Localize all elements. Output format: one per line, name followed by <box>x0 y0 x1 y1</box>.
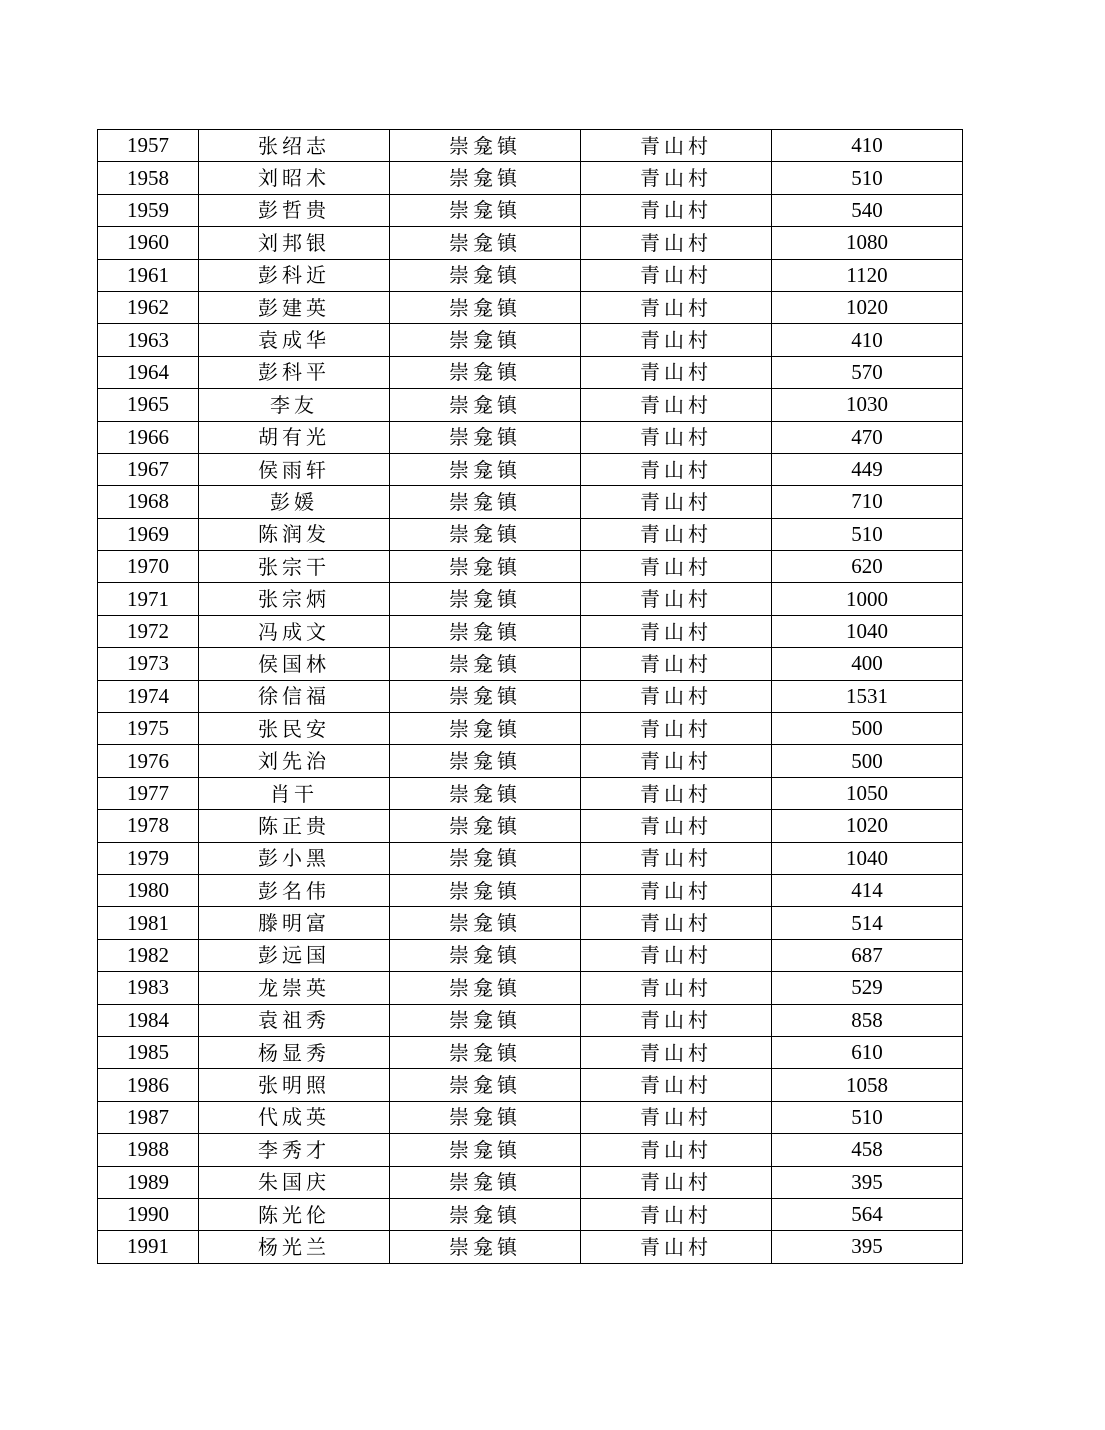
cell-id: 1965 <box>98 389 199 421</box>
table-row <box>98 1069 963 1101</box>
cell-village: 青山村 <box>581 745 772 777</box>
cell-town: 崇龛镇 <box>390 745 581 777</box>
cell-town: 崇龛镇 <box>390 615 581 647</box>
cell-id: 1964 <box>98 356 199 388</box>
cell-name: 刘先治 <box>199 745 390 777</box>
data-table <box>97 129 963 1264</box>
cell-name: 张宗干 <box>199 551 390 583</box>
cell-village: 青山村 <box>581 389 772 421</box>
cell-name: 彭科平 <box>199 356 390 388</box>
cell-village: 青山村 <box>581 486 772 518</box>
cell-amount: 1531 <box>772 680 963 712</box>
cell-town: 崇龛镇 <box>390 551 581 583</box>
cell-amount: 620 <box>772 551 963 583</box>
cell-amount: 1050 <box>772 777 963 809</box>
cell-village: 青山村 <box>581 1069 772 1101</box>
cell-town: 崇龛镇 <box>390 130 581 162</box>
cell-name: 彭科近 <box>199 259 390 291</box>
table-row <box>98 162 963 194</box>
cell-town: 崇龛镇 <box>390 421 581 453</box>
cell-amount: 1030 <box>772 389 963 421</box>
cell-amount: 449 <box>772 453 963 485</box>
table-row <box>98 713 963 745</box>
cell-amount: 510 <box>772 518 963 550</box>
cell-id: 1978 <box>98 810 199 842</box>
cell-town: 崇龛镇 <box>390 356 581 388</box>
cell-name: 袁成华 <box>199 324 390 356</box>
cell-id: 1986 <box>98 1069 199 1101</box>
cell-amount: 395 <box>772 1231 963 1263</box>
cell-village: 青山村 <box>581 874 772 906</box>
table-row <box>98 227 963 259</box>
table-row <box>98 842 963 874</box>
table-row <box>98 389 963 421</box>
cell-town: 崇龛镇 <box>390 777 581 809</box>
cell-id: 1963 <box>98 324 199 356</box>
cell-town: 崇龛镇 <box>390 259 581 291</box>
cell-amount: 395 <box>772 1166 963 1198</box>
cell-village: 青山村 <box>581 1166 772 1198</box>
cell-name: 彭名伟 <box>199 874 390 906</box>
cell-amount: 610 <box>772 1036 963 1068</box>
table-row <box>98 680 963 712</box>
table-row <box>98 1166 963 1198</box>
cell-id: 1989 <box>98 1166 199 1198</box>
cell-town: 崇龛镇 <box>390 810 581 842</box>
cell-name: 张民安 <box>199 713 390 745</box>
cell-name: 彭建英 <box>199 291 390 323</box>
cell-amount: 1020 <box>772 291 963 323</box>
table-row <box>98 810 963 842</box>
cell-village: 青山村 <box>581 551 772 583</box>
cell-town: 崇龛镇 <box>390 1166 581 1198</box>
cell-id: 1967 <box>98 453 199 485</box>
cell-amount: 514 <box>772 907 963 939</box>
cell-id: 1991 <box>98 1231 199 1263</box>
cell-name: 李友 <box>199 389 390 421</box>
cell-name: 张宗炳 <box>199 583 390 615</box>
table-row <box>98 874 963 906</box>
table-row <box>98 1231 963 1263</box>
table-row <box>98 907 963 939</box>
cell-village: 青山村 <box>581 810 772 842</box>
cell-town: 崇龛镇 <box>390 972 581 1004</box>
cell-amount: 540 <box>772 194 963 226</box>
cell-id: 1976 <box>98 745 199 777</box>
cell-town: 崇龛镇 <box>390 324 581 356</box>
cell-name: 张明照 <box>199 1069 390 1101</box>
cell-amount: 529 <box>772 972 963 1004</box>
table-row <box>98 745 963 777</box>
cell-name: 陈光伦 <box>199 1198 390 1230</box>
cell-town: 崇龛镇 <box>390 194 581 226</box>
cell-town: 崇龛镇 <box>390 1069 581 1101</box>
cell-id: 1960 <box>98 227 199 259</box>
cell-village: 青山村 <box>581 194 772 226</box>
table-body <box>98 130 963 1264</box>
cell-id: 1962 <box>98 291 199 323</box>
cell-amount: 500 <box>772 713 963 745</box>
cell-village: 青山村 <box>581 972 772 1004</box>
cell-village: 青山村 <box>581 324 772 356</box>
table-row <box>98 259 963 291</box>
cell-village: 青山村 <box>581 939 772 971</box>
cell-amount: 1080 <box>772 227 963 259</box>
table-row <box>98 615 963 647</box>
cell-name: 杨显秀 <box>199 1036 390 1068</box>
cell-town: 崇龛镇 <box>390 680 581 712</box>
cell-amount: 1000 <box>772 583 963 615</box>
cell-name: 刘邦银 <box>199 227 390 259</box>
cell-amount: 570 <box>772 356 963 388</box>
cell-amount: 687 <box>772 939 963 971</box>
cell-village: 青山村 <box>581 421 772 453</box>
cell-name: 张绍志 <box>199 130 390 162</box>
cell-id: 1981 <box>98 907 199 939</box>
table-row <box>98 356 963 388</box>
cell-amount: 414 <box>772 874 963 906</box>
cell-name: 李秀才 <box>199 1134 390 1166</box>
cell-id: 1980 <box>98 874 199 906</box>
table-row <box>98 777 963 809</box>
cell-name: 侯雨轩 <box>199 453 390 485</box>
table-row <box>98 1004 963 1036</box>
cell-id: 1979 <box>98 842 199 874</box>
cell-id: 1968 <box>98 486 199 518</box>
cell-town: 崇龛镇 <box>390 389 581 421</box>
cell-name: 彭媛 <box>199 486 390 518</box>
table-row <box>98 648 963 680</box>
cell-amount: 1120 <box>772 259 963 291</box>
cell-village: 青山村 <box>581 1036 772 1068</box>
cell-village: 青山村 <box>581 356 772 388</box>
cell-town: 崇龛镇 <box>390 939 581 971</box>
table-row <box>98 1134 963 1166</box>
table-row <box>98 1101 963 1133</box>
cell-id: 1973 <box>98 648 199 680</box>
cell-name: 彭哲贵 <box>199 194 390 226</box>
cell-town: 崇龛镇 <box>390 1198 581 1230</box>
cell-id: 1974 <box>98 680 199 712</box>
cell-id: 1970 <box>98 551 199 583</box>
cell-name: 肖干 <box>199 777 390 809</box>
cell-town: 崇龛镇 <box>390 1134 581 1166</box>
cell-id: 1990 <box>98 1198 199 1230</box>
cell-name: 代成英 <box>199 1101 390 1133</box>
cell-name: 袁祖秀 <box>199 1004 390 1036</box>
cell-name: 彭小黑 <box>199 842 390 874</box>
cell-id: 1969 <box>98 518 199 550</box>
table-row <box>98 453 963 485</box>
cell-town: 崇龛镇 <box>390 486 581 518</box>
table-row <box>98 194 963 226</box>
cell-village: 青山村 <box>581 1198 772 1230</box>
cell-amount: 1040 <box>772 842 963 874</box>
cell-amount: 510 <box>772 1101 963 1133</box>
cell-town: 崇龛镇 <box>390 874 581 906</box>
cell-town: 崇龛镇 <box>390 1101 581 1133</box>
cell-village: 青山村 <box>581 453 772 485</box>
cell-amount: 410 <box>772 324 963 356</box>
cell-id: 1983 <box>98 972 199 1004</box>
cell-id: 1972 <box>98 615 199 647</box>
cell-village: 青山村 <box>581 777 772 809</box>
cell-name: 彭远国 <box>199 939 390 971</box>
cell-name: 胡有光 <box>199 421 390 453</box>
cell-name: 陈润发 <box>199 518 390 550</box>
cell-id: 1971 <box>98 583 199 615</box>
table-row <box>98 551 963 583</box>
cell-name: 冯成文 <box>199 615 390 647</box>
cell-town: 崇龛镇 <box>390 907 581 939</box>
cell-amount: 400 <box>772 648 963 680</box>
cell-amount: 564 <box>772 1198 963 1230</box>
cell-id: 1988 <box>98 1134 199 1166</box>
cell-village: 青山村 <box>581 130 772 162</box>
cell-id: 1959 <box>98 194 199 226</box>
cell-town: 崇龛镇 <box>390 1004 581 1036</box>
cell-id: 1985 <box>98 1036 199 1068</box>
cell-id: 1977 <box>98 777 199 809</box>
cell-amount: 410 <box>772 130 963 162</box>
cell-id: 1961 <box>98 259 199 291</box>
cell-id: 1982 <box>98 939 199 971</box>
cell-village: 青山村 <box>581 162 772 194</box>
cell-name: 杨光兰 <box>199 1231 390 1263</box>
cell-village: 青山村 <box>581 291 772 323</box>
cell-village: 青山村 <box>581 1134 772 1166</box>
cell-amount: 858 <box>772 1004 963 1036</box>
cell-town: 崇龛镇 <box>390 227 581 259</box>
cell-amount: 458 <box>772 1134 963 1166</box>
cell-town: 崇龛镇 <box>390 291 581 323</box>
table-row <box>98 421 963 453</box>
cell-amount: 710 <box>772 486 963 518</box>
cell-village: 青山村 <box>581 259 772 291</box>
table-row <box>98 486 963 518</box>
cell-town: 崇龛镇 <box>390 453 581 485</box>
table-row <box>98 130 963 162</box>
table-row <box>98 324 963 356</box>
cell-amount: 500 <box>772 745 963 777</box>
cell-name: 刘昭术 <box>199 162 390 194</box>
cell-town: 崇龛镇 <box>390 162 581 194</box>
cell-name: 滕明富 <box>199 907 390 939</box>
cell-name: 徐信福 <box>199 680 390 712</box>
cell-name: 龙崇英 <box>199 972 390 1004</box>
cell-id: 1987 <box>98 1101 199 1133</box>
cell-village: 青山村 <box>581 227 772 259</box>
cell-village: 青山村 <box>581 713 772 745</box>
cell-town: 崇龛镇 <box>390 842 581 874</box>
cell-id: 1984 <box>98 1004 199 1036</box>
cell-village: 青山村 <box>581 1101 772 1133</box>
cell-amount: 470 <box>772 421 963 453</box>
cell-village: 青山村 <box>581 615 772 647</box>
cell-town: 崇龛镇 <box>390 583 581 615</box>
cell-id: 1975 <box>98 713 199 745</box>
cell-amount: 510 <box>772 162 963 194</box>
cell-village: 青山村 <box>581 680 772 712</box>
cell-id: 1958 <box>98 162 199 194</box>
cell-village: 青山村 <box>581 842 772 874</box>
table-row <box>98 1198 963 1230</box>
cell-name: 侯国林 <box>199 648 390 680</box>
table-row <box>98 583 963 615</box>
table-row <box>98 939 963 971</box>
cell-village: 青山村 <box>581 518 772 550</box>
cell-amount: 1040 <box>772 615 963 647</box>
cell-amount: 1058 <box>772 1069 963 1101</box>
cell-name: 陈正贵 <box>199 810 390 842</box>
cell-id: 1957 <box>98 130 199 162</box>
table-row <box>98 1036 963 1068</box>
cell-town: 崇龛镇 <box>390 1231 581 1263</box>
cell-village: 青山村 <box>581 1004 772 1036</box>
cell-village: 青山村 <box>581 1231 772 1263</box>
cell-town: 崇龛镇 <box>390 1036 581 1068</box>
cell-village: 青山村 <box>581 907 772 939</box>
cell-id: 1966 <box>98 421 199 453</box>
cell-town: 崇龛镇 <box>390 713 581 745</box>
cell-town: 崇龛镇 <box>390 648 581 680</box>
table-row <box>98 518 963 550</box>
cell-name: 朱国庆 <box>199 1166 390 1198</box>
cell-town: 崇龛镇 <box>390 518 581 550</box>
cell-amount: 1020 <box>772 810 963 842</box>
table-row <box>98 972 963 1004</box>
cell-village: 青山村 <box>581 648 772 680</box>
table-row <box>98 291 963 323</box>
cell-village: 青山村 <box>581 583 772 615</box>
